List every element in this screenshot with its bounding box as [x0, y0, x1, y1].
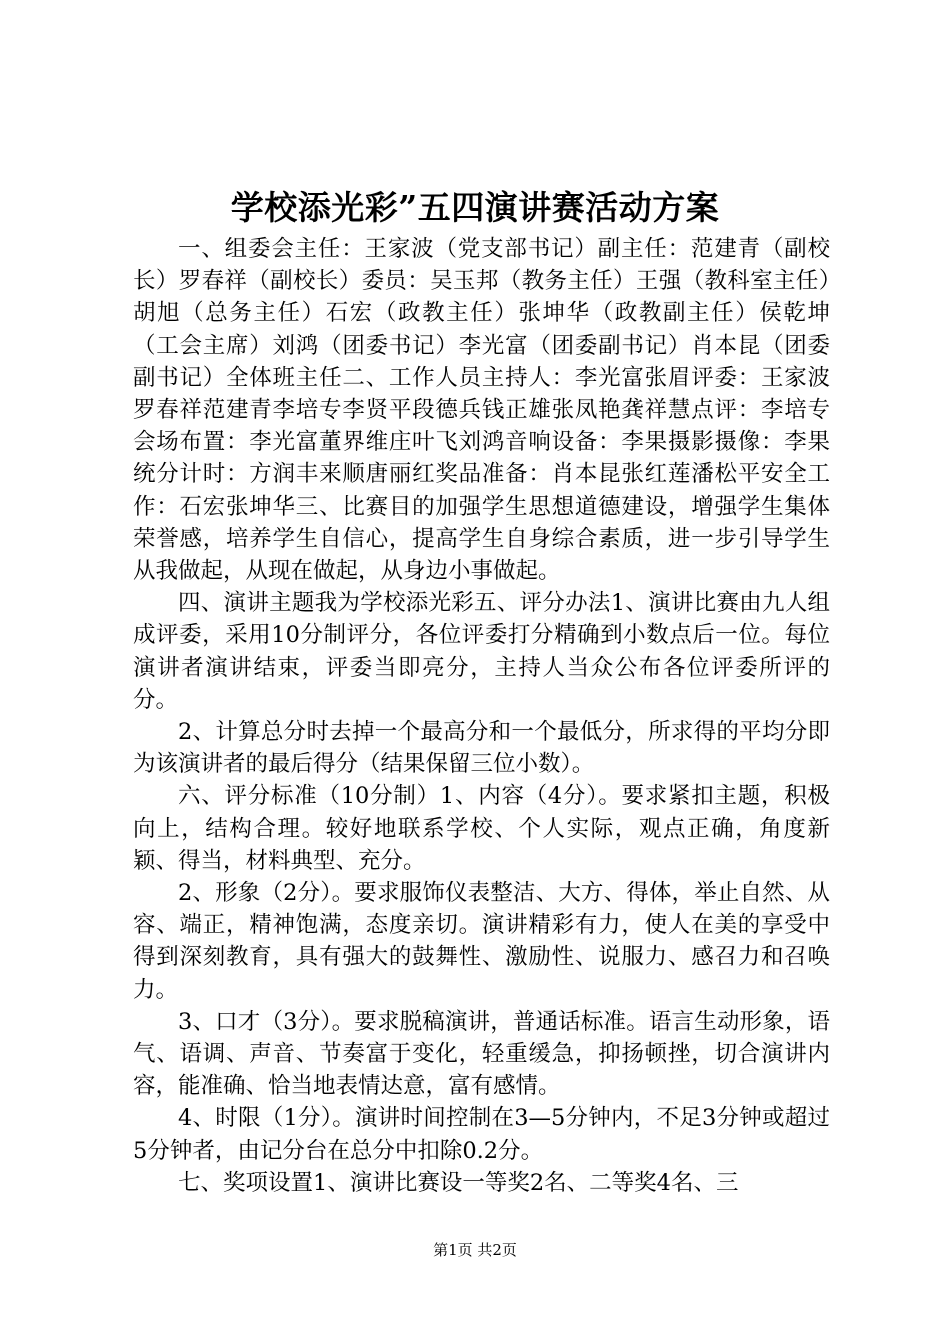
document-body — [133, 233, 830, 1199]
paragraph: 3、口才（3分）。要求脱稿演讲，普通话标准。语言生动形象，语气、语调、声音、节奏富于变化，轻重缓急，抑扬顿挫，切合演讲内容，能准确、恰当地表情达意，富有感情。 — [133, 1008, 830, 1100]
paragraph: 2、形象（2分）。要求服饰仪表整洁、大方、得体，举止自然、从容、端正，精神饱满，态度亲切。演讲精彩有力，使人在美的享受中得到深刻教育，具有强大的鼓舞性、激励性、说服力、感召力和召唤力。 — [133, 880, 830, 1003]
paragraph: 4、时限（1分）。演讲时间控制在3—5分钟内，不足3分钟或超过5分钟者，由记分台在总分中扣除0.2分。 — [133, 1105, 830, 1164]
paragraph: 2、计算总分时去掉一个最高分和一个最低分，所求得的平均分即为该演讲者的最后得分（结果保留三位小数）。 — [133, 719, 830, 778]
page-footer: 第1页 共2页 — [433, 1241, 517, 1259]
paragraph: 四、演讲主题我为学校添光彩五、评分办法1、演讲比赛由九人组成评委，采用10分制评分，各位评委打分精确到小数点后一位。每位演讲者演讲结束，评委当即亮分，主持人当众公布各位评委所评的分。 — [133, 590, 830, 713]
paragraph: 六、评分标准（10分制）1、内容（4分）。要求紧扣主题，积极向上，结构合理。较好地联系学校、个人实际，观点正确，角度新颖、得当，材料典型、充分。 — [133, 783, 830, 874]
document-title: 学校添光彩”五四演讲赛活动方案 — [230, 188, 720, 227]
paragraph: 七、奖项设置1、演讲比赛设一等奖2名、二等奖4名、三 — [178, 1169, 739, 1196]
paragraph: 一、组委会主任：王家波（党支部书记）副主任：范建青（副校长）罗春祥（副校长）委员：吴玉邦（教务主任）王强（教科室主任）胡旭（总务主任）石宏（政教主任）张坤华（政教副主任）侯乾坤（工会主席）刘鸿（团委书记）李光富（团委副书记）肖本昆（团委副书记）全体班主任二、工作人员主持人：李光富张眉评委：王家波罗春祥范建青李培专李贤平段德兵钱正雄张凤艳龚祥慧点评：李培专会场布置：李光富董界维庄叶飞刘鸿音响设备：李果摄影摄像：李果统分计时：方润丰来顺唐丽红奖品准备：肖本昆张红莲潘松平安全工作：石宏张坤华三、比赛目的加强学生思想道德建设，增强学生集体荣誉感，培养学生自信心，提高学生自身综合素质，进一步引导学生从我做起，从现在做起，从身边小事做起。 — [133, 236, 830, 585]
